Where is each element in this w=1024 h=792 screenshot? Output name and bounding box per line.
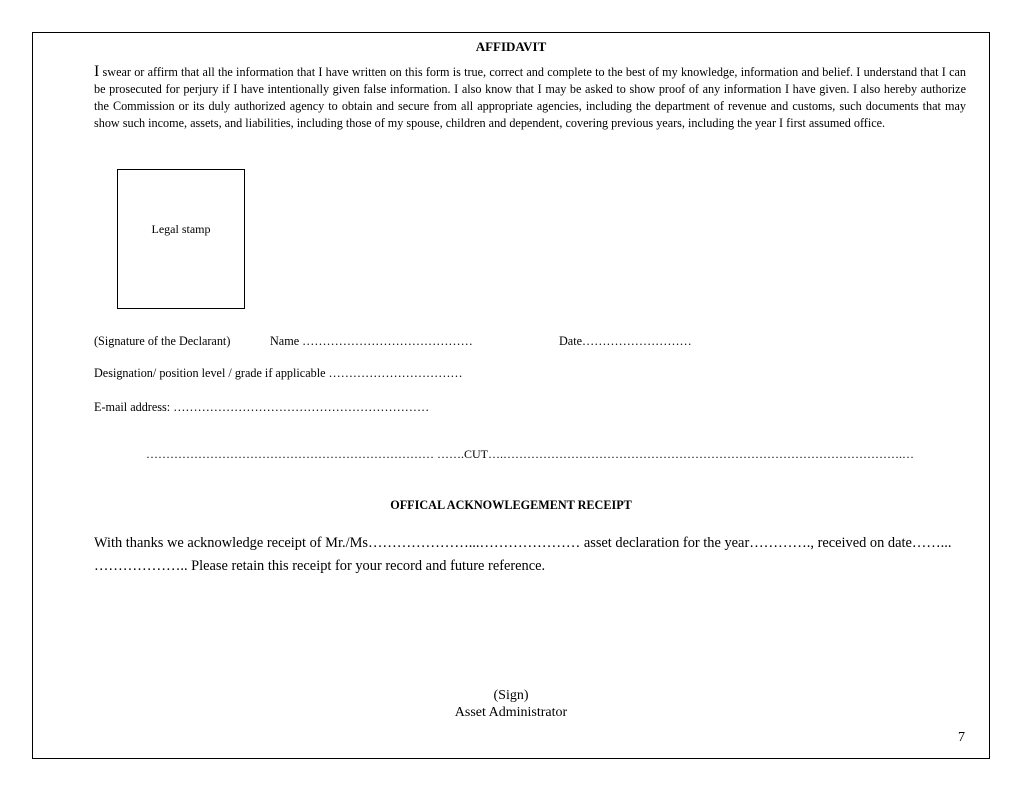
receipt-title: OFFICAL ACKNOWLEGEMENT RECEIPT: [390, 498, 632, 512]
affidavit-text: [94, 63, 966, 132]
asset-administrator-label: Asset Administrator: [454, 705, 568, 720]
affidavit-first-letter: I: [94, 63, 100, 80]
cut-line: ……………………………………………………………… …….CUT….……………………………………………………………………………………….…: [146, 447, 914, 461]
date-field: Date………………………: [559, 334, 692, 348]
signature-label: (Signature of the Declarant): [94, 334, 231, 348]
page-frame: [32, 32, 990, 759]
affidavit-title: AFFIDAVIT: [475, 39, 547, 54]
name-field: Name ……………………………………: [270, 334, 473, 348]
designation-field: Designation/ position level / grade if applicable ……………………………: [94, 366, 463, 380]
page-number: 7: [958, 730, 965, 745]
affidavit-body: swear or affirm that all the information that I have written on this form is true, correct and complete to the best of my knowledge, information and belief. I understand that I can be prosecuted for perjury if I have intentionally given false information. I also know that I may be asked to show proof of any information I have given. I also hereby authorize the Commission or its duly authorized agency to obtain and secure from all appropriate agencies, including the department of revenue and customs, such documents that may show such income, assets, and liabilities, including those of my spouse, children and dependent, covering previous years, including the year I first assumed office.: [94, 65, 966, 130]
legal-stamp-label: Legal stamp: [151, 222, 211, 236]
email-field: E-mail address: ………………………………………………………: [94, 400, 430, 414]
receipt-text: With thanks we acknowledge receipt of Mr./Ms…………………...………………… asset declaration for the year…………., received on date……... ……………….. Please retain this receipt for your record and future reference.: [94, 535, 952, 574]
signoff-block: [33, 687, 989, 721]
sign-label: (Sign): [493, 688, 529, 703]
legal-stamp-box: [117, 169, 245, 309]
